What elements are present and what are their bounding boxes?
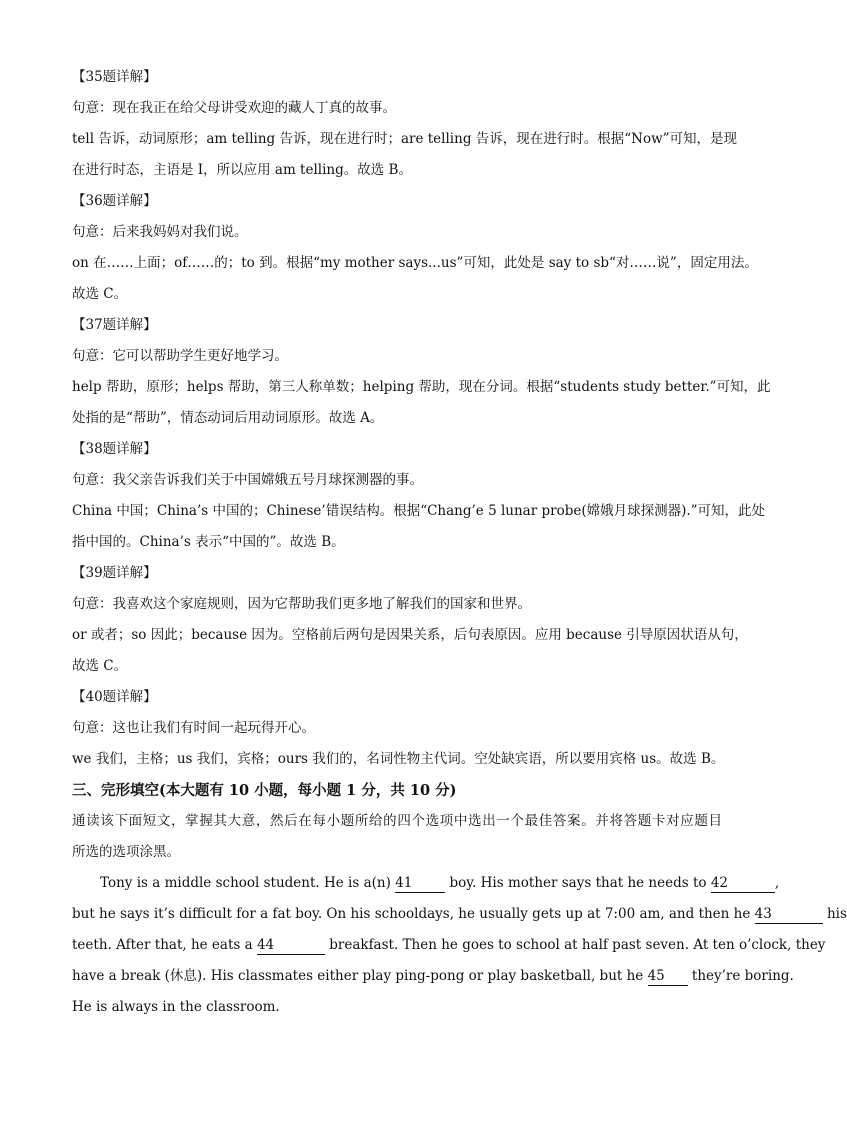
passage-line bbox=[72, 930, 826, 961]
document-content bbox=[72, 62, 847, 1023]
passage-text: have a break (休息). His classmates either play ping-pong or play basketball, but he bbox=[72, 968, 644, 984]
cloze-blank-44: 44 bbox=[257, 936, 325, 955]
sentence-meaning: 句意：我父亲告诉我们关于中国嫦娥五号月球探测器的事。 bbox=[72, 472, 423, 488]
explanation-line: 故选 C。 bbox=[72, 286, 128, 302]
sentence-meaning: 句意：后来我妈妈对我们说。 bbox=[72, 224, 248, 240]
cloze-blank-43: 43 bbox=[755, 905, 823, 924]
passage-text: they’re boring. bbox=[691, 968, 794, 984]
explanation-line: 指中国的。China’s 表示“中国的”。故选 B。 bbox=[72, 534, 345, 550]
explanation-line: we 我们，主格；us 我们，宾格；ours 我们的，名词性物主代词。空处缺宾语，所以要用宾格 us。故选 B。 bbox=[72, 751, 725, 767]
section-title: 三、完形填空(本大题有 10 小题，每小题 1 分，共 10 分) bbox=[72, 782, 457, 799]
answer-heading: 【39题详解】 bbox=[72, 565, 157, 581]
passage-text: breakfast. Then he goes to school at half past seven. At ten o’clock, they bbox=[329, 937, 826, 953]
answer-block-35 bbox=[72, 62, 738, 186]
passage-text: boy. His mother says that he needs to bbox=[449, 875, 707, 891]
answer-block-39 bbox=[72, 558, 748, 682]
answer-block-36 bbox=[72, 186, 758, 310]
passage-text: his bbox=[826, 906, 847, 922]
passage-text: , bbox=[774, 875, 780, 891]
explanation-line: tell 告诉，动词原形；am telling 告诉，现在进行时；are telling 告诉，现在进行时。根据“Now”可知，是现 bbox=[72, 131, 738, 147]
answer-heading: 【37题详解】 bbox=[72, 317, 157, 333]
answer-heading: 【38题详解】 bbox=[72, 441, 157, 457]
section-instructions: 通读该下面短文，掌握其大意，然后在每小题所给的四个选项中选出一个最佳答案。并将答题卡对应题目 bbox=[72, 813, 722, 829]
answer-heading: 【40题详解】 bbox=[72, 689, 157, 705]
passage-text: but he says it’s difficult for a fat boy. On his schooldays, he usually gets up at 7:00 am, and then he bbox=[72, 906, 751, 922]
explanation-line: help 帮助，原形；helps 帮助，第三人称单数；helping 帮助，现在分词。根据“students study better.”可知，此 bbox=[72, 379, 771, 395]
explanation-line: 在进行时态，主语是 I，所以应用 am telling。故选 B。 bbox=[72, 162, 412, 178]
passage-line bbox=[72, 899, 847, 930]
passage-line: He is always in the classroom. bbox=[72, 999, 280, 1015]
explanation-line: 处指的是“帮助”，情态动词后用动词原形。故选 A。 bbox=[72, 410, 384, 426]
explanation-line: on 在……上面；of……的；to 到。根据“my mother says...us”可知，此处是 say to sb“对……说”，固定用法。 bbox=[72, 255, 758, 271]
section-instructions: 所选的选项涂黑。 bbox=[72, 844, 180, 860]
sentence-meaning: 句意：我喜欢这个家庭规则，因为它帮助我们更多地了解我们的国家和世界。 bbox=[72, 596, 531, 612]
passage-line bbox=[72, 868, 780, 899]
answer-heading: 【35题详解】 bbox=[72, 69, 157, 85]
answer-block-38 bbox=[72, 434, 766, 558]
passage-text: teeth. After that, he eats a bbox=[72, 937, 253, 953]
answer-block-37 bbox=[72, 310, 771, 434]
sentence-meaning: 句意：它可以帮助学生更好地学习。 bbox=[72, 348, 288, 364]
answer-heading: 【36题详解】 bbox=[72, 193, 157, 209]
sentence-meaning: 句意：现在我正在给父母讲受欢迎的藏人丁真的故事。 bbox=[72, 100, 396, 116]
cloze-blank-45: 45 bbox=[648, 967, 688, 986]
cloze-passage bbox=[72, 868, 847, 1023]
passage-line bbox=[72, 961, 794, 992]
explanation-line: 故选 C。 bbox=[72, 658, 128, 674]
explanation-line: or 或者；so 因此；because 因为。空格前后两句是因果关系，后句表原因。应用 because 引导原因状语从句， bbox=[72, 627, 748, 643]
answer-block-40 bbox=[72, 682, 725, 775]
cloze-blank-42: 42 bbox=[711, 874, 775, 893]
sentence-meaning: 句意：这也让我们有时间一起玩得开心。 bbox=[72, 720, 315, 736]
explanation-line: China 中国；China’s 中国的；Chinese’错误结构。根据“Chang’e 5 lunar probe(嫦娥月球探测器).”可知，此处 bbox=[72, 503, 766, 519]
cloze-blank-41: 41 bbox=[395, 874, 445, 893]
passage-text: Tony is a middle school student. He is a(n) bbox=[100, 875, 391, 891]
